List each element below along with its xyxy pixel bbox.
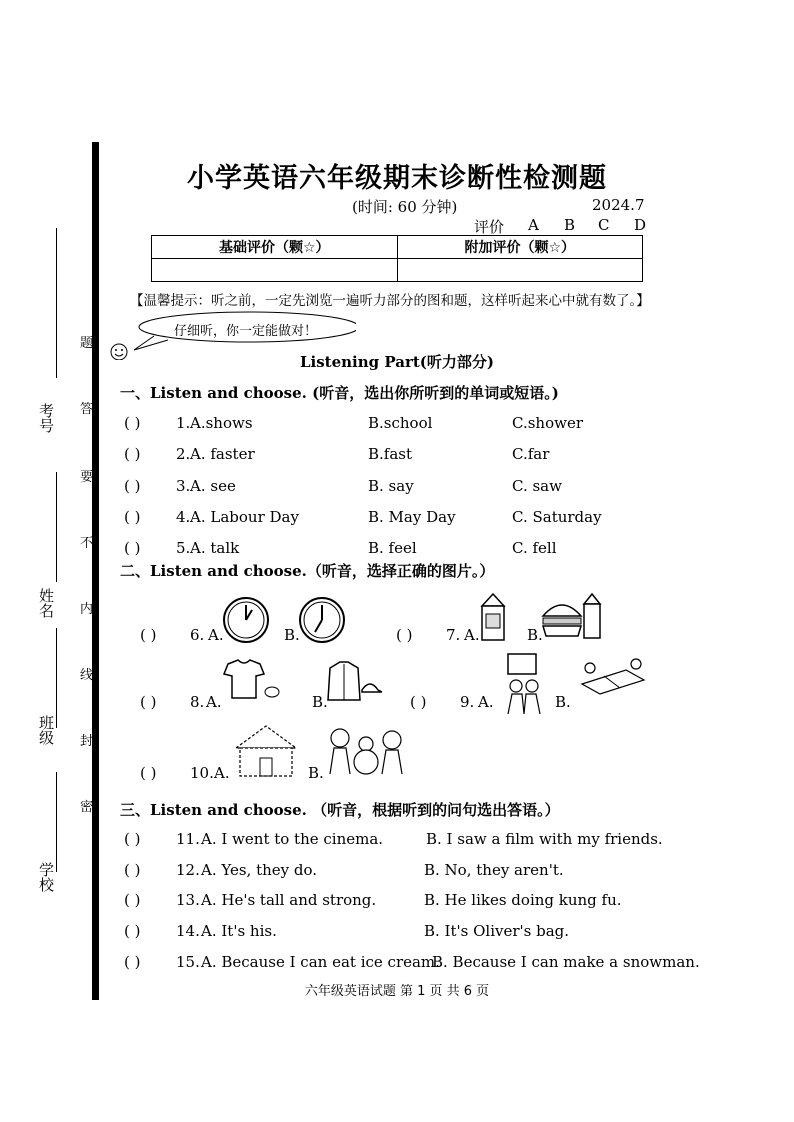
seal-char: 密 [80, 800, 94, 815]
bubble-text: 仔细听，你一定能做对！ [174, 324, 318, 339]
question-number: 6. [190, 626, 205, 644]
evaluation-table [151, 235, 643, 282]
seal-char: 答 [80, 402, 94, 417]
kids-snowman-icon[interactable] [324, 722, 406, 778]
option-a-label: A. [464, 626, 480, 644]
answer-paren[interactable]: ( ) [124, 830, 141, 848]
rating-label: 评价 [474, 218, 505, 236]
seal-char: 要 [80, 470, 94, 485]
answer-paren[interactable]: ( ) [124, 922, 141, 940]
answer-paren[interactable]: ( ) [124, 508, 141, 526]
option-a-label: A. [478, 693, 494, 711]
option-a: A. Labour Day [190, 508, 299, 526]
option-b: B. No, they aren't. [424, 861, 564, 879]
class-label: 班级 [37, 715, 55, 745]
option-c: C. Saturday [512, 508, 602, 526]
seal-char: 题 [80, 336, 94, 351]
answer-paren[interactable]: ( ) [124, 477, 141, 495]
question-number: 5. [176, 539, 191, 557]
basic-eval-header: 基础评价（颗☆） [152, 236, 398, 259]
option-c: C.far [512, 445, 550, 463]
question-number: 13. [176, 891, 200, 909]
question-number: 7. [446, 626, 461, 644]
people-tv-icon[interactable] [502, 652, 546, 716]
grade-b: B [564, 216, 576, 234]
clock-one-icon[interactable] [222, 596, 270, 644]
option-b: B. say [368, 477, 414, 495]
hamburger-milk-icon[interactable] [540, 592, 604, 642]
option-b: B.fast [368, 445, 413, 463]
option-b-label: B. [284, 626, 300, 644]
part-title: Listening Part(听力部分) [299, 353, 494, 371]
option-b-label: B. [312, 693, 328, 711]
option-b-label: B. [555, 693, 571, 711]
section1-title: 一、Listen and choose. (听音，选出你所听到的单词或短语。) [120, 384, 559, 402]
option-b-label: B. [308, 764, 324, 782]
page-footer: 六年级英语试题 第 1 页 共 6 页 [304, 984, 490, 999]
answer-paren[interactable]: ( ) [410, 693, 427, 711]
answer-paren[interactable]: ( ) [124, 414, 141, 432]
jacket-cap-icon[interactable] [324, 660, 382, 706]
answer-paren[interactable]: ( ) [140, 626, 157, 644]
question-number: 11. [176, 830, 200, 848]
option-a: A. talk [190, 539, 240, 557]
answer-paren[interactable]: ( ) [124, 953, 141, 971]
grade-a: A [528, 216, 539, 234]
question-number: 9. [460, 693, 475, 711]
answer-paren[interactable]: ( ) [124, 891, 141, 909]
tshirt-cap-icon[interactable] [220, 658, 282, 704]
section3-title: 三、Listen and choose. （听音，根据听到的问句选出答语。） [120, 801, 560, 819]
name-line [56, 472, 57, 582]
answer-paren[interactable]: ( ) [396, 626, 413, 644]
binding-margin-bar [92, 142, 99, 1000]
class-line [56, 628, 57, 728]
answer-paren[interactable]: ( ) [140, 693, 157, 711]
exam-number-label: 考号 [37, 403, 55, 433]
extra-eval-cell[interactable] [397, 259, 643, 282]
option-a: A. It's his. [201, 922, 277, 940]
question-number: 1. [176, 414, 191, 432]
option-b: B. feel [368, 539, 417, 557]
section2-title: 二、Listen and choose.（听音，选择正确的图片。） [120, 562, 495, 580]
clock-seven-icon[interactable] [298, 596, 346, 644]
option-a-label: A. [214, 764, 230, 782]
option-a: A. Because I can eat ice cream. [201, 953, 440, 971]
question-number: 3. [176, 477, 191, 495]
question-number: 8. [190, 693, 205, 711]
answer-paren[interactable]: ( ) [124, 539, 141, 557]
option-a: A. Yes, they do. [201, 861, 318, 879]
option-b: B. May Day [368, 508, 456, 526]
option-a-label: A. [208, 626, 224, 644]
option-b: B.school [368, 414, 433, 432]
seal-char: 线 [80, 668, 94, 683]
option-b: B. He likes doing kung fu. [424, 891, 622, 909]
option-b: B. I saw a film with my friends. [426, 830, 663, 848]
option-b: B. It's Oliver's bag. [424, 922, 570, 940]
seal-char: 封 [80, 734, 94, 749]
page-title: 小学英语六年级期末诊断性检测题 [187, 163, 607, 194]
option-a-label: A. [206, 693, 222, 711]
option-c: C.shower [512, 414, 583, 432]
ping-pong-icon[interactable] [578, 656, 648, 706]
answer-paren[interactable]: ( ) [124, 861, 141, 879]
question-number: 14. [176, 922, 200, 940]
school-label: 学校 [37, 862, 55, 892]
grade-d: D [634, 216, 647, 234]
question-number: 12. [176, 861, 200, 879]
option-a: A. see [190, 477, 236, 495]
seal-char: 内 [80, 602, 94, 617]
question-number: 15. [176, 953, 200, 971]
answer-paren[interactable]: ( ) [124, 445, 141, 463]
extra-eval-header: 附加评价（颗☆） [397, 236, 643, 259]
option-a: A.shows [190, 414, 253, 432]
answer-paren[interactable]: ( ) [140, 764, 157, 782]
basic-eval-cell[interactable] [152, 259, 398, 282]
option-c: C. saw [512, 477, 562, 495]
option-a: A. I went to the cinema. [201, 830, 384, 848]
house-scene-icon[interactable] [228, 720, 304, 780]
option-b-label: B. [527, 626, 543, 644]
option-b: B. Because I can make a snowman. [432, 953, 700, 971]
name-label: 姓名 [37, 588, 55, 618]
time-limit: (时间: 60 分钟) [352, 198, 458, 216]
option-a: A. faster [190, 445, 255, 463]
exam-date: 2024.7 [592, 196, 645, 214]
question-number: 10. [190, 764, 214, 782]
seal-char: 不 [80, 536, 94, 551]
school-line [56, 772, 57, 872]
option-a: A. He's tall and strong. [201, 891, 377, 909]
grade-c: C [598, 216, 610, 234]
milk-carton-icon[interactable] [478, 592, 508, 642]
question-number: 2. [176, 445, 191, 463]
question-number: 4. [176, 508, 191, 526]
listening-tip: 【温馨提示：听之前，一定先浏览一遍听力部分的图和题，这样听起来心中就有数了。】 [130, 293, 650, 309]
option-c: C. fell [512, 539, 557, 557]
